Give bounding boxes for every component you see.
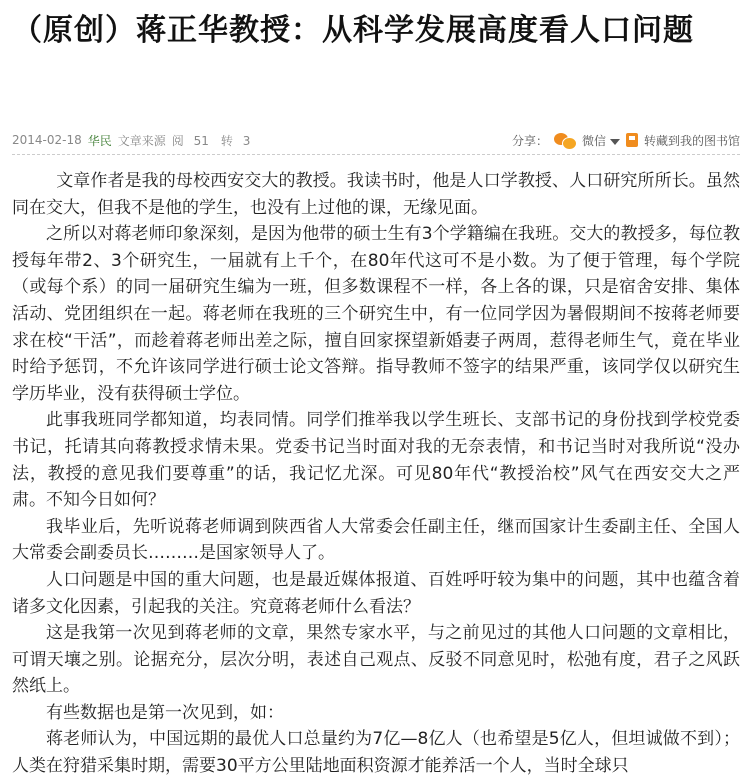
chevron-down-icon — [610, 139, 620, 145]
source-link[interactable]: 文章来源 — [117, 133, 166, 148]
share-label: 分享： — [511, 133, 548, 148]
paragraph-1: 文章作者是我的母校西安交大的教授。我读书时，他是人口学教授、人口研究所所长。虽然同在交大，但我不是他的学生，也没有上过他的课，无缘见面。 — [12, 171, 740, 218]
paragraph-2: 之所以对蒋老师印象深刻，是因为他带的硕士生有3个学籍编在我班。交大的教授多，每位教授每年带2、3个研究生，一届就有上千个，在80年代这可不是小数。为了便于管理，每个学院（或每个系）的同一届研究生编为一班，但多数课程不一样，各上各的课，只是宿舍安排、集体活动、党团组织在一起。蒋老师在我班的三个研究生中，有一位同学因为暑假期间不按蒋老师要求在校“干活”，而趁着蒋老师出差之际，擅自回家探望新婚妻子两周，惹得老师生气，竟在毕业时给予惩罚，不允许该同学进行硕士论文答辩。指导教师不签字的结果严重，该同学仅以研究生学历毕业，没有获得硕士学位。 — [12, 224, 740, 404]
share-toolbar — [506, 131, 740, 149]
meta-info — [12, 132, 262, 149]
author-link[interactable]: 华民 — [87, 133, 112, 148]
article-title: （原创）蒋正华教授：从科学发展高度看人口问题 — [12, 13, 694, 48]
share-count: 3 — [242, 133, 251, 148]
paragraph-5: 人口问题是中国的重大问题，也是最近媒体报道、百姓呼吁较为集中的问题，其中也蕴含着诸多文化因素，引起我的关注。究竟蒋老师什么看法？ — [12, 569, 740, 617]
read-stat — [172, 132, 215, 149]
save-to-library-button[interactable]: 转藏到我的图书馆 — [643, 133, 740, 148]
paragraph-4: 我毕业后，先听说蒋老师调到陕西省人大常委会任副主任，继而国家计生委副主任、全国人大常委会副委员长………是国家领导人了。 — [12, 516, 740, 564]
share-stat — [221, 132, 256, 149]
meta-divider — [12, 154, 740, 155]
share-count-label: 转 — [220, 133, 233, 148]
article-meta-bar — [12, 128, 740, 152]
save-icon[interactable] — [626, 133, 638, 147]
wechat-label: 微信 — [581, 133, 606, 148]
paragraph-7: 有些数据也是第一次见到，如： — [46, 702, 284, 723]
article-body — [12, 168, 740, 780]
share-icon[interactable] — [554, 131, 576, 149]
paragraph-6: 这是我第一次见到蒋老师的文章，果然专家水平，与之前见过的其他人口问题的文章相比，可谓天壤之别。论据充分，层次分明，表述自己观点、反驳不同意见时，松弛有度，君子之风跃然纸上。 — [12, 623, 740, 697]
wechat-share-button[interactable] — [582, 132, 620, 149]
read-count: 51 — [193, 133, 209, 148]
paragraph-8: 蒋老师认为，中国远期的最优人口总量约为7亿—8亿人（也希望是5亿人，但坦诚做不到）；人类在狩猎采集时期，需要30平方公里陆地面积资源才能养活一个人，当时全球只 — [12, 729, 740, 777]
paragraph-3: 此事我班同学都知道，均表同情。同学们推举我以学生班长、支部书记的身份找到学校党委书记，托请其向蒋教授求情未果。党委书记当时面对我的无奈表情，和书记当时对我所说“没办法，教授的意见我们要尊重”的话，我记忆尤深。可见80年代“教授治校”风气在西安交大之严肃。不知今日如何？ — [12, 410, 740, 511]
publish-date: 2014-02-18 — [12, 133, 82, 147]
read-label: 阅 — [171, 133, 184, 148]
